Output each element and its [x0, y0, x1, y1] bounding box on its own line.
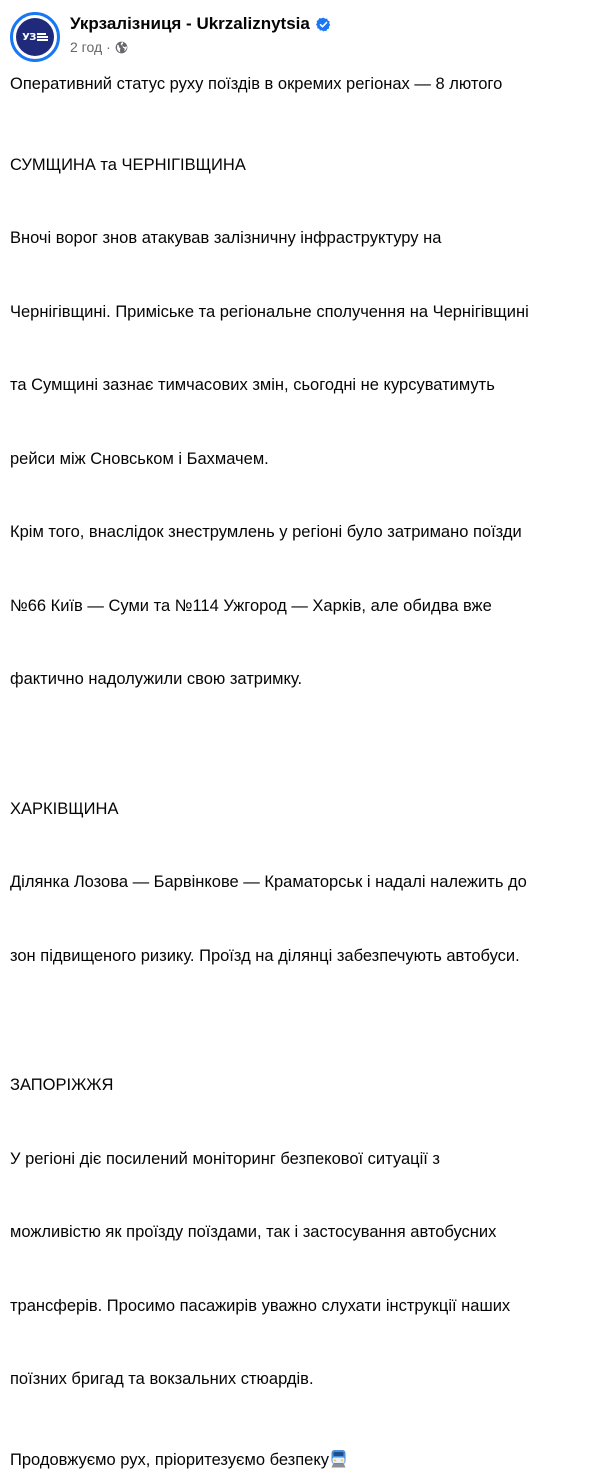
section-line: трансферів. Просимо пасажирів уважно слухати інструкції наших: [10, 1296, 511, 1315]
section-heading: ХАРКІВЩИНА: [10, 799, 119, 818]
page-name-link[interactable]: Укрзалізниця - Ukrzaliznytsia: [70, 14, 310, 33]
section-line: зон підвищеного ризику. Проїзд на ділянці забезпечують автобуси.: [10, 946, 520, 965]
closing-line: [10, 1448, 610, 1473]
verified-badge-icon: [316, 17, 331, 32]
section-sumy-chernihiv: [10, 104, 610, 741]
section-line: та Сумщині зазнає тимчасових змін, сьогодні не курсуватимуть: [10, 376, 495, 394]
section-heading: СУМЩИНА та ЧЕРНІГІВЩИНА: [10, 155, 246, 174]
avatar[interactable]: [10, 12, 60, 62]
post-title: Оперативний статус руху поїздів в окремих регіонах — 8 лютого: [10, 75, 503, 93]
section-line: Крім того, внаслідок знеструмлень у регіоні було затримано поїзди: [10, 523, 522, 541]
section-line: можливістю як проїзду поїздами, так і застосування автобусних: [10, 1223, 497, 1241]
closing-text: Продовжуємо рух, пріоритезуємо безпеку: [10, 1450, 329, 1469]
section-heading: ЗАПОРІЖЖЯ: [10, 1076, 114, 1094]
section-line: У регіоні діє посилений моніторинг безпекової ситуації з: [10, 1149, 440, 1168]
avatar-logo: [16, 18, 54, 56]
post-meta: [70, 39, 128, 55]
section-line: рейси між Сновськом і Бахмачем.: [10, 449, 269, 468]
logo-bars-icon: [37, 33, 48, 41]
section-line: поїзних бригад та вокзальних стюардів.: [10, 1370, 314, 1388]
post-header: [0, 0, 613, 70]
section-line: №66 Київ — Суми та №114 Ужгород — Харків, але обидва вже: [10, 596, 492, 615]
section-line: Чернігівщині. Приміське та регіональне сполучення на Чернігівщині: [10, 302, 529, 321]
post-body: [10, 72, 610, 1479]
author-row: [70, 14, 331, 34]
logo-text: УЗ: [22, 31, 36, 43]
section-zaporizhzhia: [10, 1024, 610, 1441]
post-timestamp-link[interactable]: 2 год: [70, 39, 103, 55]
section-line: фактично надолужили свою затримку.: [10, 670, 303, 688]
section-line: Ділянка Лозова — Барвінкове — Краматорськ і надалі належить до: [10, 873, 527, 891]
section-kharkiv: [10, 748, 610, 1018]
uz-logo-icon: [22, 32, 48, 43]
meta-separator: ·: [106, 39, 111, 55]
section-line: Вночі ворог знов атакував залізничну інфраструктуру на: [10, 229, 442, 247]
train-emoji-icon: [330, 1449, 347, 1468]
globe-icon[interactable]: [115, 41, 128, 54]
